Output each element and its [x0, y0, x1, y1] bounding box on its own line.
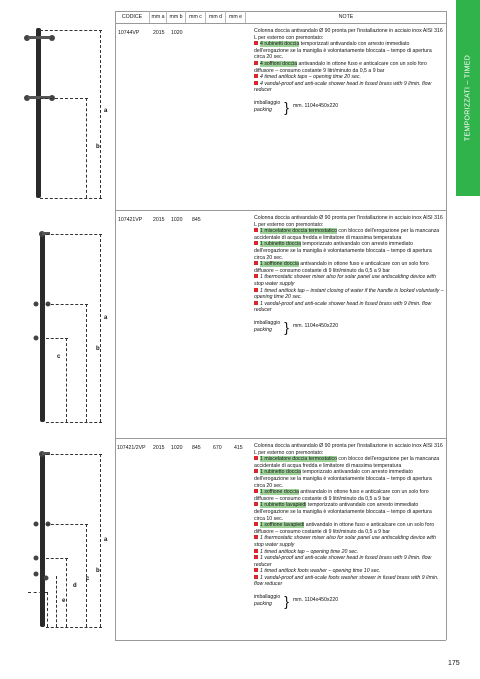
dimension-c: 845 [192, 217, 201, 223]
note-item: 1 rubinetto lavapiedi temporizzato antivandalo con arresto immediato dell'erogazione se la maniglia è volontariamente bloccata – tempo di apertura circa 10 sec. [254, 502, 432, 522]
col-header-note: NOTE [338, 14, 354, 20]
packing-info: imballaggio packing } mm. 1104x450x220 [254, 592, 339, 609]
dimension-d: 670 [213, 445, 222, 451]
dimension-c: 845 [192, 445, 201, 451]
dimension-line-a [100, 454, 101, 627]
dimension-tick [46, 558, 68, 559]
note-intro: Colonna doccia antivandalo Ø 90 pronta per l'installazione in acciaio inox AISI 316 L per esterno con premontato: [254, 215, 443, 228]
dimension-label-b: b [96, 346, 100, 352]
dimension-b: 1020 [171, 217, 183, 223]
col-header-mm-e: mm e [226, 11, 246, 23]
table-left-border [115, 11, 116, 640]
dimension-line-a [100, 234, 101, 422]
dimension-b: 1020 [171, 445, 183, 451]
product-code: 107421VP [118, 217, 143, 223]
dimension-line-b [86, 304, 87, 422]
note-item: 1 soffione doccia antivandalo in ottone fuso e anticalcare con un solo foro diffusore – consumo costante di 9 litri/minuto da 0,5 a 9 bar [254, 261, 429, 274]
note-intro: Colonna doccia antivandalo Ø 90 pronta per l'installazione in acciaio inox AISI 316 L per esterno con premontato: [254, 28, 443, 41]
dimension-label-a: a [104, 315, 108, 321]
page-number: 175 [448, 660, 460, 667]
dimension-tick [40, 98, 88, 99]
highlight-component: 1 rubinetto doccia [260, 241, 301, 248]
dimension-tick [40, 30, 102, 31]
dimension-e: 415 [234, 445, 243, 451]
product-note [254, 443, 444, 607]
note-item-en: 4 timed antilock taps – opening time 20 sec. [254, 74, 444, 81]
note-item-en: 1 timed antilock tap – instant closing of water if the handle is locked voluntarily – opening time 20 sec. [254, 287, 444, 301]
product-code: 107421/2VP [117, 445, 146, 451]
table-header [115, 11, 446, 23]
category-side-tab-label: TEMPORIZZATI – TIMED [464, 54, 472, 142]
highlight-component: 1 miscelatore doccia termostatico [260, 228, 337, 235]
row-divider-1 [115, 210, 446, 211]
col-header-mm-a: mm a [150, 11, 167, 23]
highlight-component: 1 rubinetto doccia [260, 469, 301, 476]
dimension-label-d: d [73, 583, 77, 589]
product-note [254, 28, 444, 113]
note-item-en: 1 vandal-proof and anti-scale shower head in fused brass with 9 l/min. flow reducer [254, 555, 432, 568]
note-item-en: 1 timed antilock foots washer – opening time 10 sec. [254, 568, 444, 575]
dimension-a: 2015 [153, 445, 165, 451]
dimension-line-a [100, 30, 101, 198]
col-header-mm-b: mm b [167, 11, 186, 23]
category-side-tab [456, 0, 480, 196]
dimension-tick [46, 304, 88, 305]
packing-dimensions: mm. 1104x450x220 [292, 597, 339, 604]
col-header-mm-d: mm d [206, 11, 226, 23]
dimension-label-c: c [57, 354, 61, 360]
highlight-component: 1 miscelatore doccia termostatico [260, 456, 337, 463]
note-item-en: 1 vandal-proof and anti-scale foots washer shower in fused brass with 9 l/min. flow reducer [254, 574, 439, 588]
dimension-tick [40, 198, 102, 199]
dimension-label-c: c [86, 576, 90, 582]
dimension-label-e: e [62, 598, 66, 604]
note-item: 1 soffione doccia antivandalo in ottone fuso e anticalcare con un solo foro diffusore – consumo costante di 9 litri/minuto da 0,5 a 9 bar [254, 489, 429, 502]
dimension-line-c [66, 338, 67, 422]
col-header-mm-c: mm c [186, 11, 206, 23]
note-item-en: 1 vandal-proof and anti-scale shower head in fused brass with 9 l/min. flow reducer [254, 300, 432, 314]
highlight-component: 4 soffioni doccia [260, 60, 298, 67]
note-intro: Colonna doccia antivandalo Ø 90 pronta per l'installazione in acciaio inox AISI 316 L per esterno con premontato: [254, 443, 443, 456]
dimension-line-e [47, 592, 48, 627]
row-divider-2 [115, 438, 446, 439]
note-item: 1 rubinetto doccia temporizzato antivandalo con arresto immediato dell'erogazione se la maniglia è volontariamente bloccata – tempo di apertura circa 20 sec. [254, 469, 432, 489]
shower-fittings-icon [32, 228, 62, 428]
dimension-tick [46, 627, 102, 628]
dimension-tick [46, 234, 102, 235]
dimension-tick [46, 422, 102, 423]
dimension-tick [28, 592, 48, 593]
highlight-component: 1 rubinetto lavapiedi [260, 502, 307, 509]
packing-dimensions: mm. 1104x450x220 [292, 103, 339, 110]
note-item: 1 miscelatore doccia termostatico con blocco dell'erogazione per la mancanza accidentale di acqua fredda e limitatore di massima temperatura [254, 228, 440, 241]
note-item: 1 miscelatore doccia termostatico con blocco dell'erogazione per la mancanza accidentale di acqua fredda e limitatore di massima temperatura [254, 456, 440, 469]
dimension-tick [46, 454, 102, 455]
product-code: 10744VP [118, 30, 140, 36]
highlight-component: 4 rubinetti doccia [260, 41, 300, 48]
table-header-bottom-border [115, 23, 446, 24]
dimension-line-b [86, 98, 87, 198]
packing-dimensions: mm. 1104x450x220 [292, 323, 339, 330]
dimension-tick [46, 524, 88, 525]
packing-info: imballaggio packing } mm. 1104x450x220 [254, 318, 339, 335]
note-item: 1 rubinetto doccia temporizzato antivandalo con arresto immediato dell'erogazione se la maniglia è volontariamente bloccata – tempo di apertura circa 20 sec. [254, 241, 432, 261]
dimension-label-a: a [104, 537, 108, 543]
table-right-border [446, 11, 447, 640]
dimension-line-c [66, 558, 67, 627]
dimension-label-a: a [104, 108, 108, 114]
note-item-en: 4 vandal-proof and anti-scale shower head in fused brass with 9 l/min. flow reducer [254, 80, 432, 94]
packing-info: imballaggio packing } mm. 1104x450x220 [254, 98, 339, 115]
note-item: 4 soffioni doccia antivandalo in ottone fuso e anticalcare con un solo foro diffusore – consumo costante 9 litri/minuto da 0,5 a 9 bar [254, 60, 427, 74]
shower-heads-icon [12, 28, 72, 208]
dimension-line-d [56, 576, 57, 627]
table-bottom-border [115, 640, 446, 641]
highlight-component: 1 soffione doccia [260, 489, 299, 496]
highlight-component: 1 soffione doccia [260, 261, 299, 268]
dimension-a: 2015 [153, 30, 165, 36]
note-item-en: 1 thermostatic shower mixer also for solar panel use antiscalding device with stop water supply [254, 535, 436, 548]
dimension-label-b: b [96, 144, 100, 150]
product-note [254, 215, 444, 333]
note-item: 1 soffione lavapiedi antivandalo in ottone fuso e anticalcare con un solo foro diffusore – consumo costante di 9 litri/minuto da 0,5 a 9 bar [254, 522, 435, 535]
dimension-label-b: b [96, 568, 100, 574]
highlight-component: 1 soffione lavapiedi [260, 522, 305, 529]
col-header-codice: CODICE [115, 11, 150, 23]
note-item-en: 1 timed antilock tap – opening time 20 sec. [254, 549, 444, 556]
note-item-en: 1 thermostatic shower mixer also for solar panel use antiscalding device with stop water supply [254, 274, 436, 287]
dimension-tick [46, 338, 68, 339]
dimension-b: 1020 [171, 30, 183, 36]
dimension-a: 2015 [153, 217, 165, 223]
note-item: 4 rubinetti doccia temporizzati antivandalo con arresto immediato dell'erogazione se la maniglia è volontariamente bloccata – tempo di apertura circa 20 sec. [254, 41, 432, 61]
